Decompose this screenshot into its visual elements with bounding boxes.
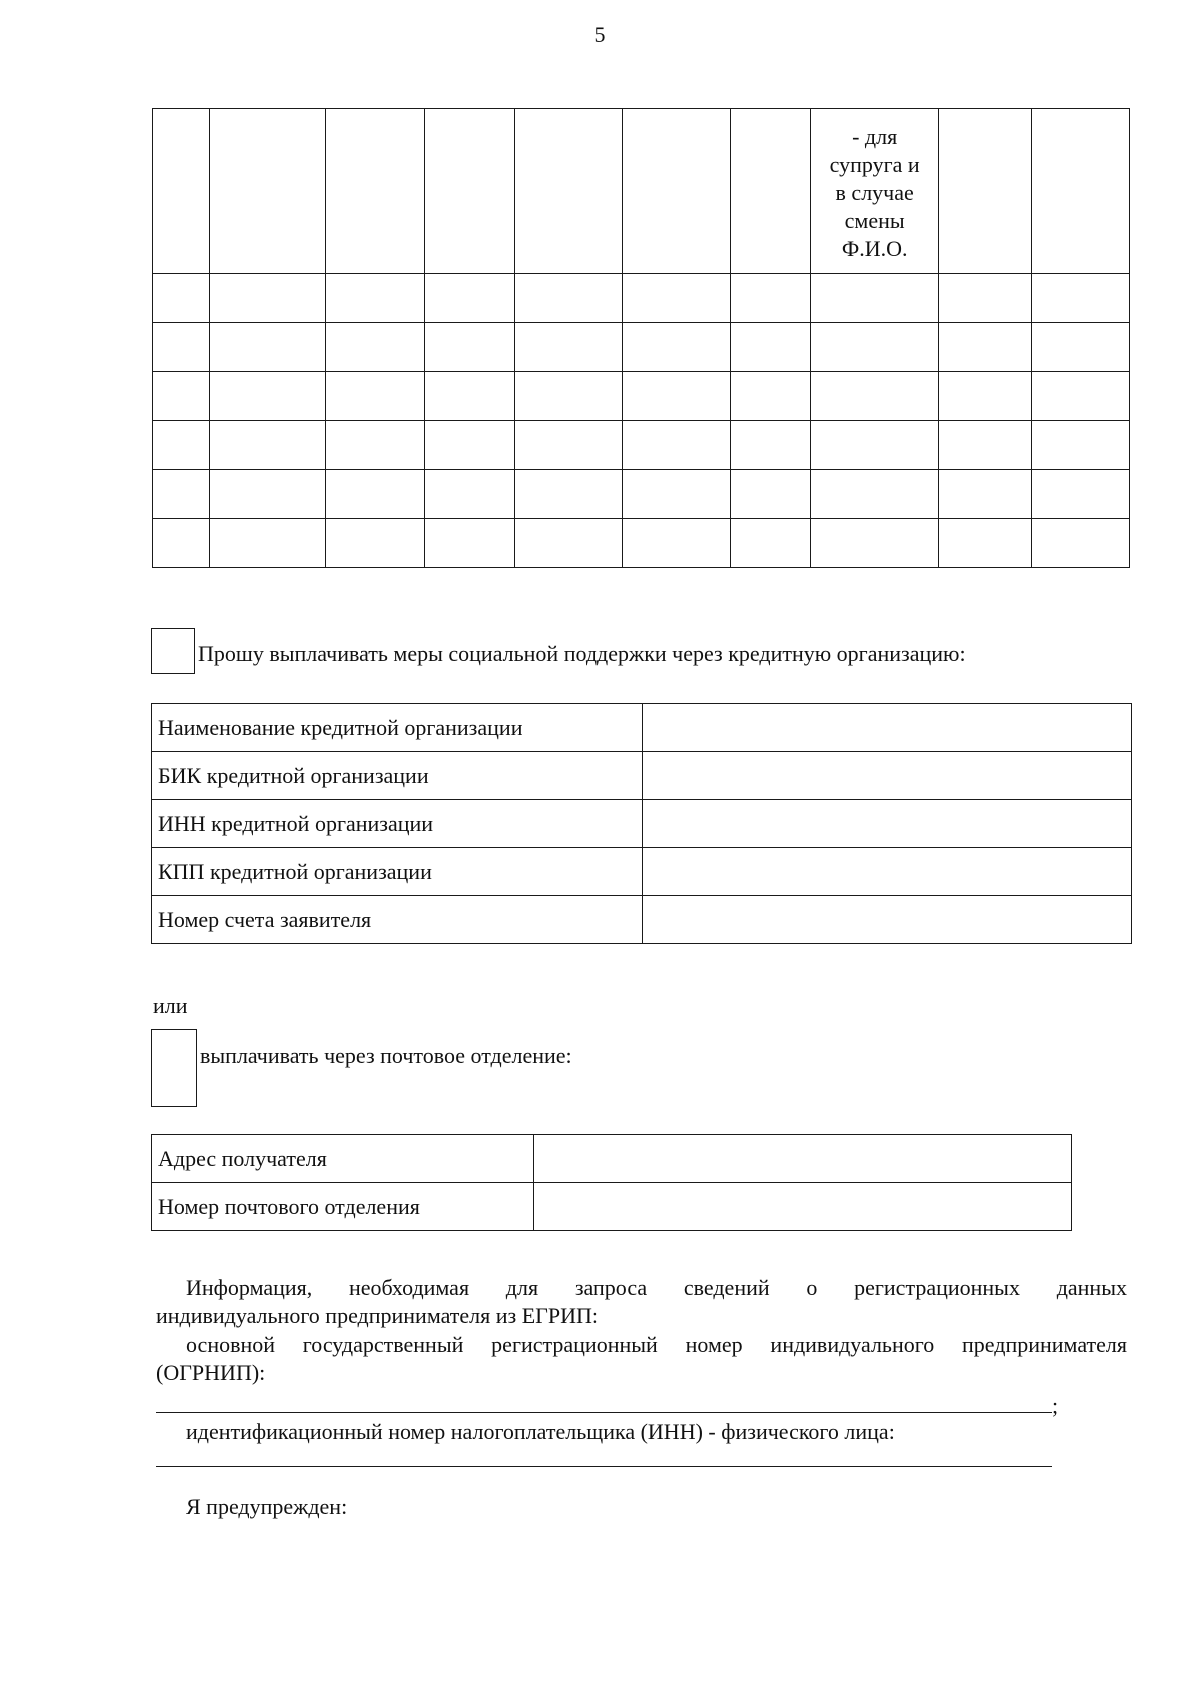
post-office-number-field[interactable] [533, 1183, 1071, 1231]
table-cell[interactable] [209, 519, 325, 568]
table-cell[interactable] [1032, 274, 1130, 323]
bank-name-field[interactable] [642, 704, 1131, 752]
table-row [152, 896, 1132, 944]
bank-payment-checkbox[interactable] [151, 628, 195, 674]
bank-kpp-field[interactable] [642, 848, 1131, 896]
bank-bik-field[interactable] [642, 752, 1131, 800]
table-cell [1032, 109, 1130, 274]
table-cell[interactable] [209, 274, 325, 323]
table-cell[interactable] [1032, 470, 1130, 519]
table-cell[interactable] [424, 519, 514, 568]
info-line-2: индивидуального предпринимателя из ЕГРИП: [156, 1303, 599, 1328]
bank-name-label: Наименование кредитной организации [152, 704, 643, 752]
table-cell[interactable] [811, 372, 939, 421]
table-cell[interactable] [1032, 323, 1130, 372]
table-cell[interactable] [1032, 372, 1130, 421]
table-cell[interactable] [424, 274, 514, 323]
bank-details-table [151, 703, 1132, 944]
table-cell[interactable] [811, 421, 939, 470]
bank-inn-field[interactable] [642, 800, 1131, 848]
table-cell[interactable] [939, 421, 1032, 470]
table-cell[interactable] [325, 323, 424, 372]
table-cell[interactable] [153, 470, 210, 519]
table-cell [424, 109, 514, 274]
ogrnip-line-2: (ОГРНИП): [156, 1360, 266, 1385]
info-line-1: Информация, необходимая для запроса сведений о регистрационных данных [186, 1275, 1127, 1300]
table-cell[interactable] [623, 372, 731, 421]
table-cell[interactable] [153, 274, 210, 323]
table-cell[interactable] [623, 323, 731, 372]
table-cell[interactable] [623, 519, 731, 568]
table-row [153, 323, 1130, 372]
table-cell[interactable] [153, 372, 210, 421]
table-cell[interactable] [623, 274, 731, 323]
table-cell[interactable] [209, 421, 325, 470]
table-cell[interactable] [731, 372, 811, 421]
account-number-field[interactable] [642, 896, 1131, 944]
table-cell[interactable] [731, 519, 811, 568]
header-line: в случае [835, 180, 914, 205]
recipient-address-label: Адрес получателя [152, 1135, 534, 1183]
table-cell[interactable] [731, 323, 811, 372]
table-cell[interactable] [731, 470, 811, 519]
inn-underline [156, 1466, 1052, 1467]
recipient-address-field[interactable] [533, 1135, 1071, 1183]
table-cell[interactable] [731, 421, 811, 470]
table-cell[interactable] [514, 470, 623, 519]
bank-payment-label: Прошу выплачивать меры социальной поддержки через кредитную организацию: [198, 641, 966, 666]
table-cell[interactable] [153, 421, 210, 470]
table-cell [514, 109, 623, 274]
or-text: или [153, 993, 188, 1018]
table-cell[interactable] [811, 470, 939, 519]
table-cell[interactable] [514, 519, 623, 568]
table-cell[interactable] [811, 519, 939, 568]
table-cell[interactable] [325, 372, 424, 421]
table-cell[interactable] [325, 274, 424, 323]
table-cell[interactable] [1032, 519, 1130, 568]
table-cell[interactable] [1032, 421, 1130, 470]
table-cell[interactable] [209, 323, 325, 372]
semicolon: ; [1052, 1393, 1059, 1418]
ogrnip-line-1: основной государственный регистрационный номер индивидуального предпринимателя [186, 1332, 1127, 1357]
table-cell[interactable] [939, 519, 1032, 568]
inn-label: идентификационный номер налогоплательщика (ИНН) - физического лица: [186, 1419, 895, 1444]
table-cell[interactable] [424, 323, 514, 372]
table-cell[interactable] [939, 372, 1032, 421]
table-cell[interactable] [424, 421, 514, 470]
table-cell[interactable] [325, 421, 424, 470]
table-cell[interactable] [424, 372, 514, 421]
table-row [153, 519, 1130, 568]
table-cell[interactable] [514, 421, 623, 470]
table-cell[interactable] [209, 372, 325, 421]
page-number: 5 [594, 22, 606, 47]
table-cell[interactable] [811, 323, 939, 372]
table-cell[interactable] [325, 470, 424, 519]
header-line: смены [844, 208, 905, 233]
table-cell [731, 109, 811, 274]
table-cell[interactable] [153, 323, 210, 372]
table-cell [623, 109, 731, 274]
table-cell [153, 109, 210, 274]
table-cell[interactable] [939, 470, 1032, 519]
table-cell[interactable] [514, 323, 623, 372]
table-cell [939, 109, 1032, 274]
table-cell[interactable] [325, 519, 424, 568]
table-cell[interactable] [209, 470, 325, 519]
table-cell [209, 109, 325, 274]
table-row [153, 372, 1130, 421]
continuation-table [152, 108, 1130, 568]
account-number-label: Номер счета заявителя [152, 896, 643, 944]
table-cell[interactable] [939, 274, 1032, 323]
bank-bik-label: БИК кредитной организации [152, 752, 643, 800]
post-details-table [151, 1134, 1072, 1231]
table-row [153, 421, 1130, 470]
ogrnip-field[interactable] [160, 1384, 1050, 1412]
table-cell [325, 109, 424, 274]
table-cell[interactable] [939, 323, 1032, 372]
table-cell[interactable] [153, 519, 210, 568]
table-row [152, 800, 1132, 848]
bank-inn-label: ИНН кредитной организации [152, 800, 643, 848]
table-row [152, 704, 1132, 752]
table-header-row [153, 109, 1130, 274]
table-row [153, 470, 1130, 519]
table-row [152, 1135, 1072, 1183]
header-line: - для [852, 124, 898, 149]
header-line: супруга и [829, 152, 920, 177]
table-cell[interactable] [811, 274, 939, 323]
bank-kpp-label: КПП кредитной организации [152, 848, 643, 896]
table-cell[interactable] [623, 470, 731, 519]
warning-heading: Я предупрежден: [186, 1494, 348, 1519]
header-line: Ф.И.О. [841, 236, 908, 261]
table-row [152, 752, 1132, 800]
table-row [153, 274, 1130, 323]
table-cell[interactable] [623, 421, 731, 470]
inn-field[interactable] [160, 1438, 1050, 1466]
table-cell[interactable] [514, 372, 623, 421]
table-cell[interactable] [514, 274, 623, 323]
table-cell[interactable] [731, 274, 811, 323]
post-payment-label: выплачивать через почтовое отделение: [200, 1043, 572, 1068]
table-cell[interactable] [424, 470, 514, 519]
table-row [152, 1183, 1072, 1231]
post-payment-checkbox[interactable] [151, 1029, 197, 1107]
spouse-name-change-header [811, 109, 939, 274]
post-office-number-label: Номер почтового отделения [152, 1183, 534, 1231]
ogrnip-underline [156, 1412, 1052, 1413]
table-row [152, 848, 1132, 896]
